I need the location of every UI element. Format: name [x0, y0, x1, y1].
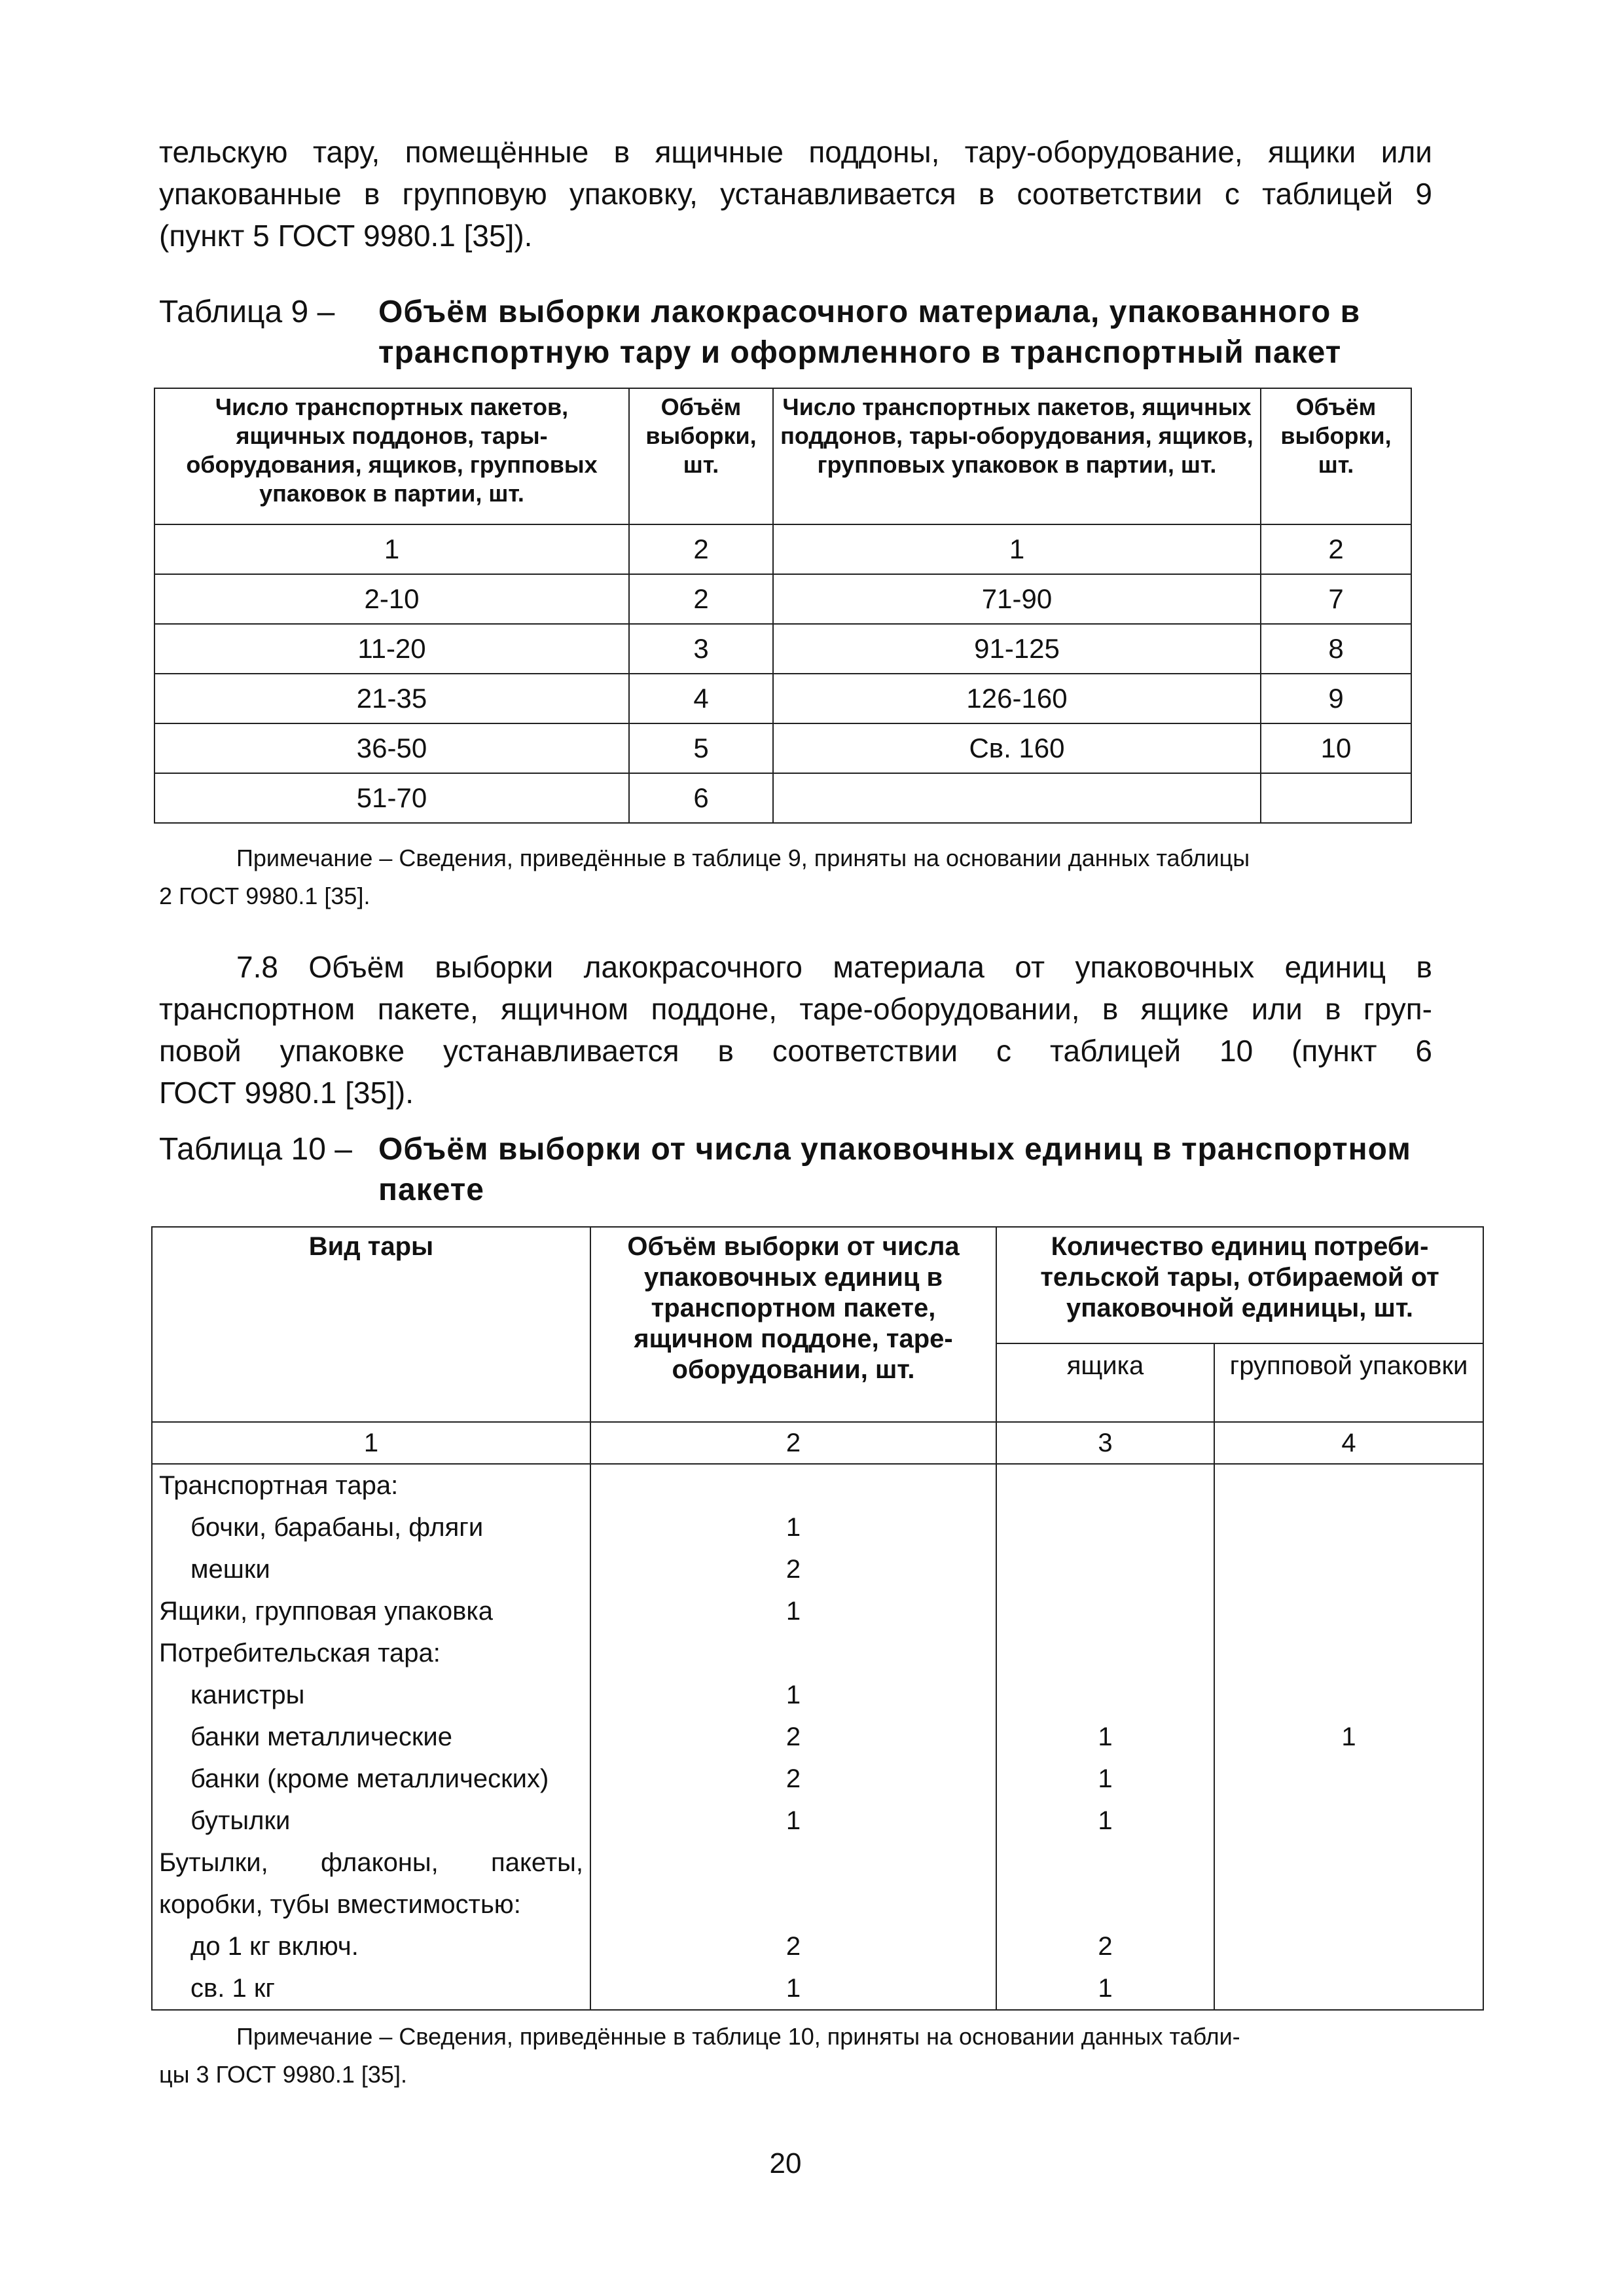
- table10-sample-column: [590, 1464, 996, 2010]
- table9-cell: 2: [1261, 524, 1411, 574]
- table10-type-label: бутылки: [190, 1806, 291, 1835]
- table9-note: [159, 839, 1432, 915]
- table10-value: [997, 1590, 1214, 1632]
- table10-value: [591, 1884, 996, 1925]
- table9-cell: 91-125: [773, 624, 1261, 674]
- table9-cell: 36-50: [154, 723, 629, 773]
- section-7-8-line-2: транспортном пакете, ящичном поддоне, таре-оборудовании, в ящике или в груп-: [159, 992, 1432, 1026]
- table10-caption-line-1: Объём выборки от числа упаковочных единиц в транспортном: [378, 1132, 1411, 1167]
- table10-value: 2: [785, 1555, 801, 1584]
- table9-cell: 2: [629, 574, 773, 624]
- table9-cell: 3: [629, 624, 773, 674]
- table9-caption-line-1: Объём выборки лакокрасочного материала, упакованного в: [378, 295, 1361, 329]
- table10-type-label: св. 1 кг: [190, 1974, 275, 2003]
- table10-value: [591, 1632, 996, 1674]
- table9-cell: 5: [629, 723, 773, 773]
- table10-value: [1215, 1925, 1483, 1967]
- table9-cell: 11-20: [154, 624, 629, 674]
- table10-group-column: [1214, 1464, 1483, 2010]
- table10-number-1: 1: [152, 1422, 590, 1464]
- table10-value: 1: [785, 1974, 801, 2003]
- table10-header-group: групповой упаковки: [1214, 1343, 1483, 1422]
- table10-header-units: Количество единиц потреби-тельской тары, отбираемой от упаковочной единицы, шт.: [996, 1227, 1483, 1343]
- table10-number-2: 2: [590, 1422, 996, 1464]
- table10-type-label: коробки, тубы вместимостью:: [159, 1890, 521, 1919]
- table10-value: [1215, 1674, 1483, 1716]
- table9-cell: Св. 160: [773, 723, 1261, 773]
- table10-value: 1: [1341, 1722, 1356, 1751]
- section-7-8-paragraph: [159, 946, 1432, 1114]
- table10-value: 2: [785, 1764, 801, 1793]
- table9-cell: 126-160: [773, 674, 1261, 723]
- table9-caption-line-2: транспортную тару и оформленного в транспортный пакет: [378, 335, 1342, 370]
- table10-type-label: бочки, барабаны, фляги: [190, 1513, 484, 1542]
- intro-line-3: (пункт 5 ГОСТ 9980.1 [35]).: [159, 219, 533, 253]
- table10-header-box: ящика: [996, 1343, 1214, 1422]
- table9-row: [154, 574, 1411, 624]
- table10-value: [997, 1548, 1214, 1590]
- table9-caption-lead: Таблица 9 –: [159, 295, 335, 329]
- table9-row: [154, 624, 1411, 674]
- intro-line-1: тельскую тару, помещённые в ящичные поддоны, тару-оборудование, ящики или: [159, 135, 1432, 169]
- table10-box-column: [996, 1464, 1214, 2010]
- table9-note-line-1: Примечание – Сведения, приведённые в таблице 9, приняты на основании данных таблицы: [236, 845, 1250, 871]
- table9-row: [154, 773, 1411, 823]
- table10-number-3: 3: [996, 1422, 1214, 1464]
- table10-value: 2: [785, 1722, 801, 1751]
- table9-cell: 6: [629, 773, 773, 823]
- table10-value: [1215, 1506, 1483, 1548]
- table9-cell: 8: [1261, 624, 1411, 674]
- table10-value: [997, 1842, 1214, 1884]
- table10-type-label: мешки: [190, 1555, 270, 1584]
- table9-cell: 1: [154, 524, 629, 574]
- table10-value: [1215, 1800, 1483, 1842]
- table9-cell: 71-90: [773, 574, 1261, 624]
- table10-value: 1: [1098, 1974, 1113, 2003]
- table10-header-sample: Объём выборки от числа упаковочных единиц в транспортном пакете, ящичном поддоне, таре-оборудовании, шт.: [590, 1227, 996, 1422]
- table10-value: [1215, 1590, 1483, 1632]
- table10-value: 2: [1098, 1932, 1113, 1961]
- table9-cell: [1261, 773, 1411, 823]
- section-7-8-line-3: повой упаковке устанавливается в соответствии с таблицей 10 (пункт 6: [159, 1034, 1432, 1068]
- table10-value: 2: [785, 1932, 801, 1961]
- table10-value: [1215, 1884, 1483, 1925]
- table10-value: [997, 1674, 1214, 1716]
- section-7-8-line-1: 7.8 Объём выборки лакокрасочного материала от упаковочных единиц в: [236, 950, 1432, 984]
- table9-cell: 21-35: [154, 674, 629, 723]
- table9-row: [154, 524, 1411, 574]
- table10-value: [1215, 1548, 1483, 1590]
- table10-header-row-1: [152, 1227, 1483, 1343]
- table10-type-label: Транспортная тара:: [159, 1471, 399, 1500]
- table10-value: 1: [785, 1681, 801, 1709]
- table9-header-row: [154, 388, 1411, 524]
- table10-type-label: Ящики, групповая упаковка: [159, 1597, 493, 1626]
- table9-cell: [773, 773, 1261, 823]
- table10-caption-title: [378, 1129, 1411, 1211]
- table10-caption-lead: Таблица 10 –: [159, 1132, 352, 1167]
- table9-caption-title: [378, 292, 1360, 373]
- table9-header-count-2: Число транспортных пакетов, ящичных поддонов, тары-оборудования, ящиков, групповых упаковок в партии, шт.: [773, 388, 1261, 524]
- table9-cell: 10: [1261, 723, 1411, 773]
- table10-value: [1215, 1758, 1483, 1800]
- table10-number-4: 4: [1214, 1422, 1483, 1464]
- table10-value: 1: [785, 1513, 801, 1542]
- table9-row: [154, 723, 1411, 773]
- intro-line-2: упакованные в групповую упаковку, устанавливается в соответствии с таблицей 9: [159, 177, 1432, 211]
- table9-cell: 4: [629, 674, 773, 723]
- table10-type-label: Потребительская тара:: [159, 1639, 441, 1667]
- table10-type-label: до 1 кг включ.: [190, 1932, 359, 1961]
- table9-header-sample-2: Объём выборки, шт.: [1261, 388, 1411, 524]
- table9-row: [154, 674, 1411, 723]
- table9-cell: 7: [1261, 574, 1411, 624]
- table10-type-column: [152, 1464, 590, 2010]
- table10-type-label: канистры: [190, 1681, 305, 1709]
- table10-note-line-2: цы 3 ГОСТ 9980.1 [35].: [159, 2061, 407, 2088]
- table10-value: [1215, 1632, 1483, 1674]
- section-7-8-line-4: ГОСТ 9980.1 [35]).: [159, 1076, 414, 1110]
- table10-note: [159, 2018, 1432, 2094]
- table9-cell: 1: [773, 524, 1261, 574]
- table10-value: 1: [1098, 1764, 1113, 1793]
- table9-cell: 9: [1261, 674, 1411, 723]
- table10-value: 1: [1098, 1806, 1113, 1835]
- table10-value: [591, 1842, 996, 1884]
- table9-note-line-2: 2 ГОСТ 9980.1 [35].: [159, 883, 370, 909]
- table9-header-count: Число транспортных пакетов, ящичных поддонов, тары-оборудования, ящиков, групповых упаковок в партии, шт.: [154, 388, 629, 524]
- table9-header-sample: Объём выборки, шт.: [629, 388, 773, 524]
- table9-cell: 2-10: [154, 574, 629, 624]
- table10-caption-line-2: пакете: [378, 1173, 484, 1207]
- table10-value: [997, 1506, 1214, 1548]
- table10-number-row: [152, 1422, 1483, 1464]
- table10-value: [997, 1632, 1214, 1674]
- table10-type-label: Бутылки, флаконы, пакеты,: [159, 1848, 583, 1877]
- table10-value: [1215, 1842, 1483, 1884]
- table10-value: [1215, 1465, 1483, 1506]
- table10-value: [997, 1884, 1214, 1925]
- table10: [151, 1226, 1484, 2011]
- table10-value: 1: [785, 1597, 801, 1626]
- table10-header-type: Вид тары: [152, 1227, 590, 1422]
- table10-type-label: банки (кроме металлических): [190, 1764, 549, 1793]
- table10-value: [997, 1465, 1214, 1506]
- table10-note-line-1: Примечание – Сведения, приведённые в таблице 10, приняты на основании данных табли-: [236, 2023, 1240, 2050]
- page-number: 20: [769, 2147, 802, 2179]
- table10-value: 1: [785, 1806, 801, 1835]
- table10-body-row: [152, 1464, 1483, 2010]
- intro-paragraph: [159, 131, 1432, 257]
- table10-value: 1: [1098, 1722, 1113, 1751]
- table9-cell: 51-70: [154, 773, 629, 823]
- table10-value: [591, 1465, 996, 1506]
- table10-value: [1215, 1967, 1483, 2009]
- table9: [154, 388, 1412, 824]
- table10-type-label: банки металлические: [190, 1722, 453, 1751]
- table9-cell: 2: [629, 524, 773, 574]
